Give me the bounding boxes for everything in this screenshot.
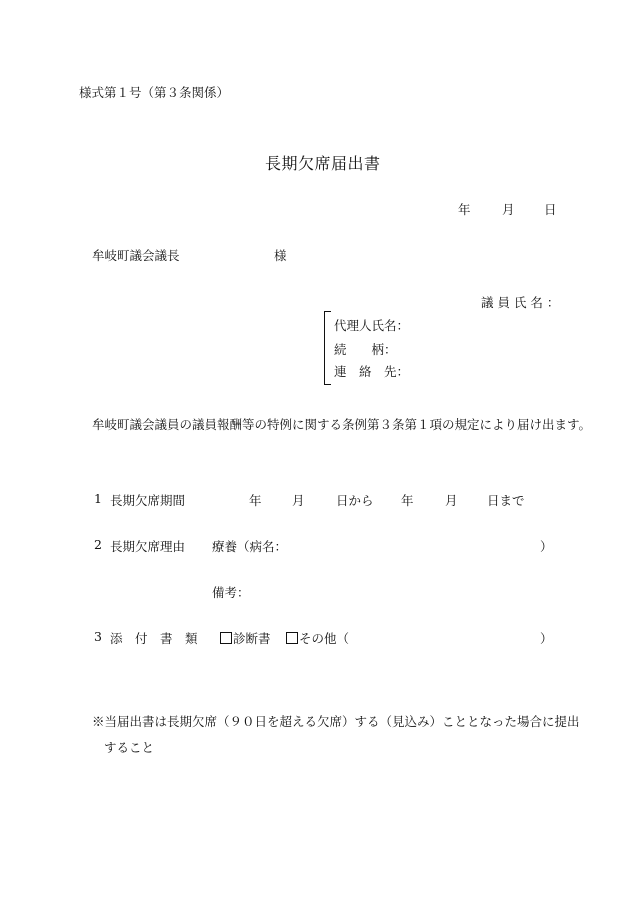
statement-text: 牟岐町議会議員の議員報酬等の特例に関する条例第３条第１項の規定により届け出ます。: [92, 417, 592, 432]
reason-close-paren: ）: [540, 539, 553, 554]
attachments-close-paren: ）: [540, 631, 553, 646]
form-number: 様式第１号（第３条関係）: [79, 85, 230, 100]
period-to-year: 年: [401, 493, 414, 508]
period-from-month: 月: [292, 493, 305, 508]
period-to-month: 月: [445, 493, 458, 508]
other-label: その他（: [299, 631, 350, 646]
reason-option: 療養（病名：: [212, 539, 288, 554]
item1-number: 1: [94, 491, 102, 506]
period-from-year: 年: [249, 493, 262, 508]
period-to-day: 日まで: [487, 493, 525, 508]
document-title: 長期欠席届出書: [265, 154, 381, 173]
item3-label: 添 付 書 類: [110, 631, 198, 646]
agent-bracket: [324, 311, 331, 385]
other-checkbox[interactable]: [286, 632, 298, 644]
note-line1: ※当届出書は長期欠席（９０日を超える欠席）する（見込み）こととなった場合に提出: [92, 714, 580, 729]
agent-contact-label: 連 絡 先：: [334, 364, 410, 379]
item2-number: 2: [94, 537, 102, 552]
addressee-name: 牟岐町議会議長: [92, 248, 180, 263]
date-day-label: 日: [544, 202, 557, 217]
remarks-label: 備考：: [212, 585, 250, 600]
agent-relation-label: 続 柄：: [334, 342, 397, 357]
item1-label: 長期欠席期間: [110, 493, 186, 508]
item2-label: 長期欠席理由: [110, 539, 186, 554]
attachment-diagnosis-option[interactable]: [220, 629, 271, 647]
date-year-label: 年: [458, 202, 471, 217]
diagnosis-label: 診断書: [233, 631, 271, 646]
attachment-other-option[interactable]: [286, 629, 349, 647]
date-month-label: 月: [502, 202, 515, 217]
item3-number: 3: [94, 629, 102, 644]
member-name-label: 議 員 氏 名 ：: [481, 295, 560, 310]
addressee-honorific: 様: [274, 248, 287, 263]
diagnosis-checkbox[interactable]: [220, 632, 232, 644]
period-from-day: 日から: [336, 493, 374, 508]
agent-name-label: 代理人氏名：: [334, 318, 410, 333]
note-line2: すること: [104, 740, 155, 755]
